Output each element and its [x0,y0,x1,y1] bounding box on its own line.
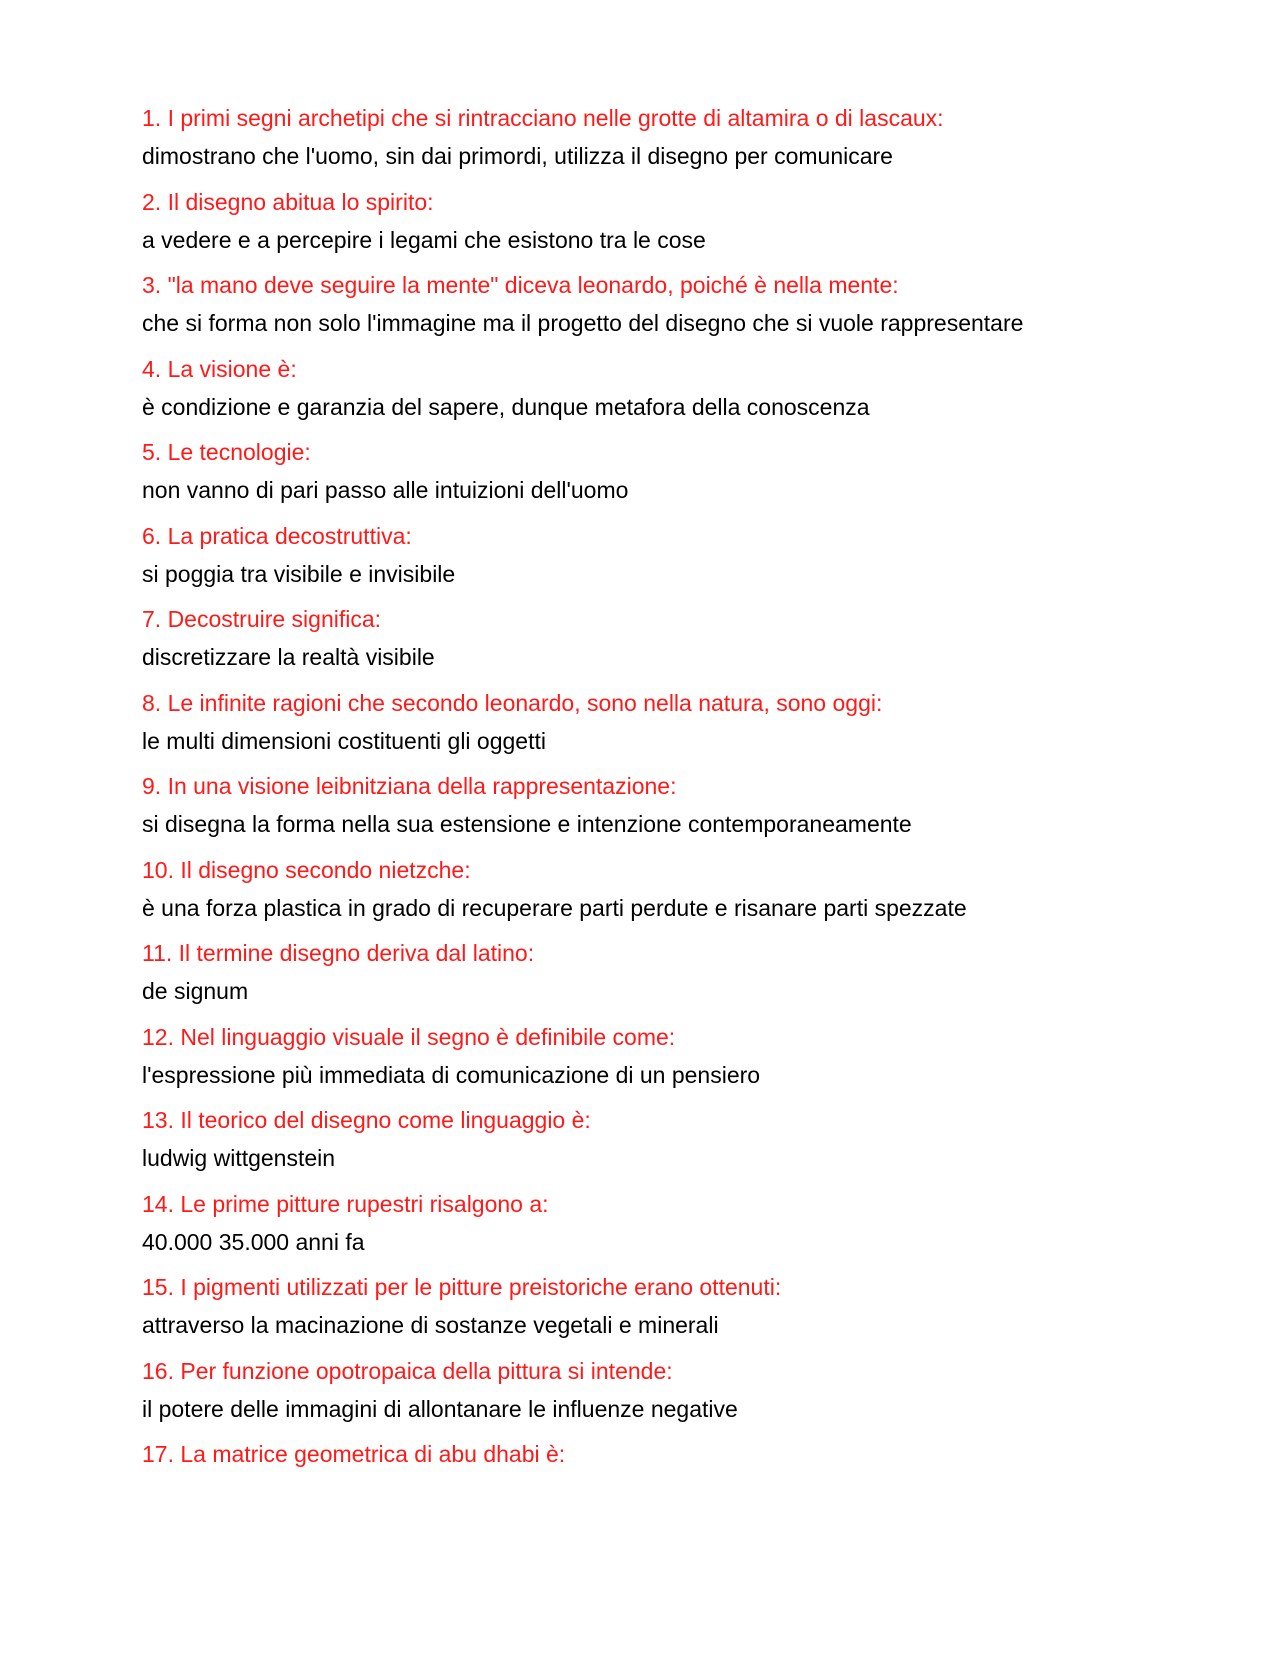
question-text: 17. La matrice geometrica di abu dhabi è: [142,1441,566,1467]
question-text: 13. Il teorico del disegno come linguaggio è: [142,1107,591,1133]
question-text: 2. Il disegno abitua lo spirito: [142,188,434,215]
question-text: 3. "la mano deve seguire la mente" diceva leonardo, poiché è nella mente: [142,272,899,298]
answer-text: si disegna la forma nella sua estensione e intenzione contemporaneamente [142,811,912,837]
question-text: 10. Il disegno secondo nietzche: [142,856,471,883]
question-text: 5. Le tecnologie: [142,439,311,465]
question-text: 11. Il termine disegno deriva dal latino: [142,940,535,966]
answer-text: il potere delle immagini di allontanare le influenze negative [142,1395,738,1422]
answer-text: l'espressione più immediata di comunicazione di un pensiero [142,1061,761,1088]
qa-item-11 [142,934,1202,1018]
answer-text: 40.000 35.000 anni fa [142,1228,365,1255]
answer-text: è condizione e garanzia del sapere, dunque metafora della conoscenza [142,393,870,420]
qa-item-7 [142,600,1202,684]
qa-item-10 [142,851,1202,935]
answer-text [142,1473,1202,1511]
answer-text: de signum [142,978,249,1004]
qa-item-9 [142,767,1202,851]
question-text: 16. Per funzione opotropaica della pittura si intende: [142,1357,673,1384]
qa-item-2 [142,183,1202,267]
question-text: 8. Le infinite ragioni che secondo leonardo, sono nella natura, sono oggi: [142,689,883,716]
question-text: 9. In una visione leibnitziana della rappresentazione: [142,773,677,799]
qa-item-17 [142,1435,1202,1519]
answer-text: discretizzare la realtà visibile [142,644,435,670]
answer-text: a vedere e a percepire i legami che esistono tra le cose [142,226,706,253]
question-answer-list [142,99,1202,1519]
answer-text: dimostrano che l'uomo, sin dai primordi, utilizza il disegno per comunicare [142,143,893,169]
question-text: 12. Nel linguaggio visuale il segno è definibile come: [142,1023,676,1050]
qa-item-15 [142,1268,1202,1352]
question-text: 6. La pratica decostruttiva: [142,522,412,549]
answer-text: è una forza plastica in grado di recuperare parti perdute e risanare parti spezzate [142,894,967,921]
question-text: 14. Le prime pitture rupestri risalgono a: [142,1190,549,1217]
question-text: 1. I primi segni archetipi che si rintracciano nelle grotte di altamira o di lascaux: [142,105,944,131]
answer-text: ludwig wittgenstein [142,1145,336,1171]
qa-item-6 [142,517,1202,601]
question-text: 4. La visione è: [142,355,297,382]
qa-item-13 [142,1101,1202,1185]
answer-text: le multi dimensioni costituenti gli oggetti [142,727,546,754]
qa-item-4 [142,350,1202,434]
question-text: 7. Decostruire significa: [142,606,382,632]
qa-item-12 [142,1018,1202,1102]
qa-item-3 [142,266,1202,350]
qa-item-1 [142,99,1202,183]
answer-text: che si forma non solo l'immagine ma il progetto del disegno che si vuole rappresentare [142,310,1024,336]
qa-item-14 [142,1185,1202,1269]
answer-text: non vanno di pari passo alle intuizioni dell'uomo [142,477,629,503]
qa-item-8 [142,684,1202,768]
answer-text: si poggia tra visibile e invisibile [142,560,456,587]
qa-item-5 [142,433,1202,517]
qa-item-16 [142,1352,1202,1436]
answer-text: attraverso la macinazione di sostanze vegetali e minerali [142,1312,719,1338]
question-text: 15. I pigmenti utilizzati per le pitture preistoriche erano ottenuti: [142,1274,782,1300]
